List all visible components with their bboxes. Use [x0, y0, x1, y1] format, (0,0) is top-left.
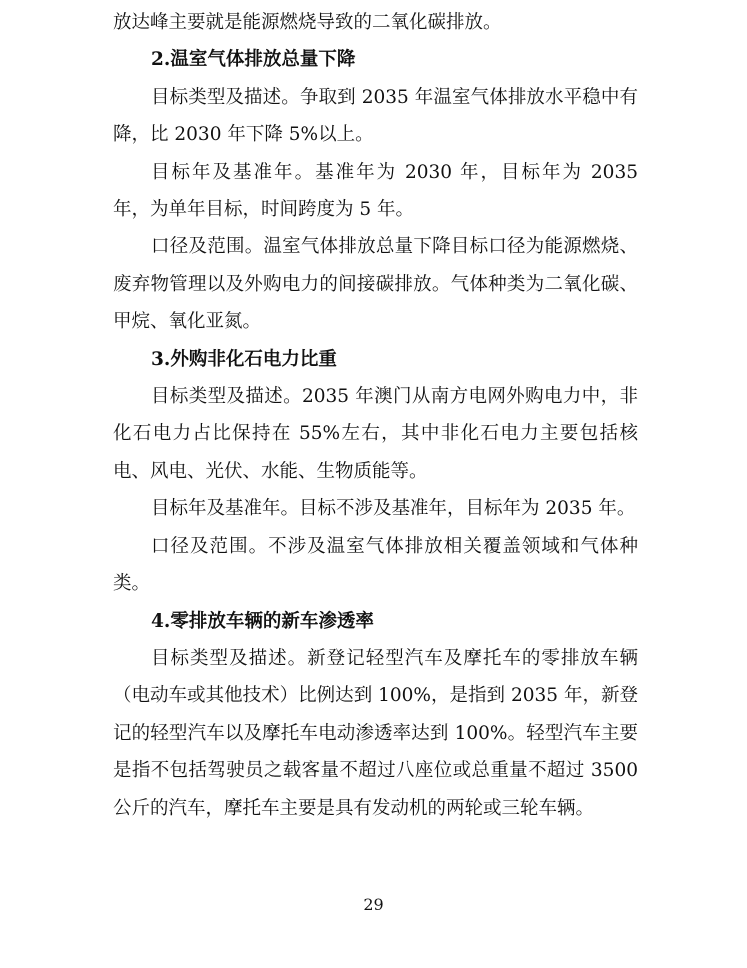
paragraph-scope-2: 口径及范围。温室气体排放总量下降目标口径为能源燃烧、废弃物管理以及外购电力的间接碳排放。气体种类为二氧化碳、甲烷、氧化亚氮。 — [113, 236, 638, 333]
paragraph-target-description-4: 目标类型及描述。新登记轻型汽车及摩托车的零排放车辆（电动车或其他技术）比例达到 100%，是指到 2035 年，新登记的轻型汽车以及摩托车电动渗透率达到 100%。轻型汽车主要是指不包括驾驶员之载客量不超过八座位或总重量不超过 3500 公斤的汽车，摩托车主要是具有发动机的两轮或三轮车辆。 — [113, 647, 638, 819]
paragraph-target-year-2: 目标年及基准年。基准年为 2030 年，目标年为 2035 年，为单年目标，时间跨度为 5 年。 — [113, 161, 638, 221]
document-body — [113, 4, 638, 827]
section-heading-3: 3.外购非化石电力比重 — [151, 348, 337, 370]
section-heading-4: 4.零排放车辆的新车渗透率 — [151, 610, 374, 632]
paragraph-target-year-3: 目标年及基准年。目标不涉及基准年，目标年为 2035 年。 — [151, 498, 636, 520]
page-number: 29 — [363, 895, 384, 914]
paragraph-target-description-3: 目标类型及描述。2035 年澳门从南方电网外购电力中，非化石电力占比保持在 55%左右，其中非化石电力主要包括核电、风电、光伏、水能、生物质能等。 — [113, 386, 638, 482]
paragraph-scope-3: 口径及范围。不涉及温室气体排放相关覆盖领域和气体种类。 — [113, 535, 638, 595]
section-heading-2: 2.温室气体排放总量下降 — [151, 49, 356, 71]
paragraph-continuation: 放达峰主要就是能源燃烧导致的二氧化碳排放。 — [113, 12, 502, 33]
paragraph-target-description-2: 目标类型及描述。争取到 2035 年温室气体排放水平稳中有降，比 2030 年下降 5%以上。 — [113, 86, 638, 146]
